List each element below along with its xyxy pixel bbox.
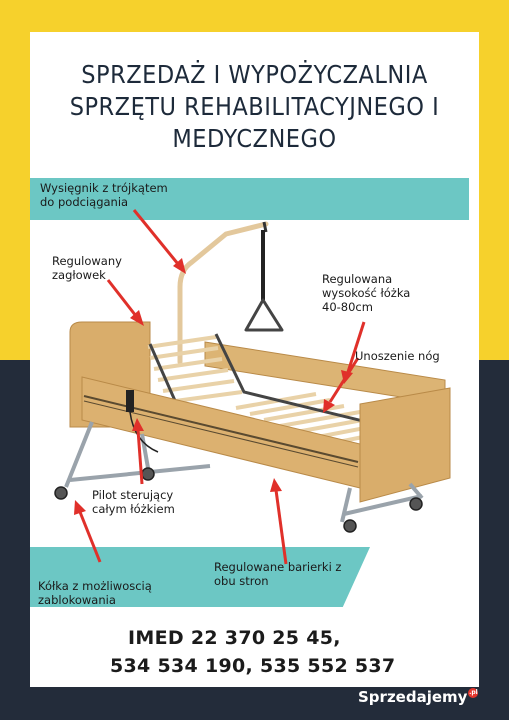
label-trapeze-line-1: Wysięgnik z trójkątem <box>40 181 168 195</box>
label-leg-lift <box>355 349 440 363</box>
label-height-line-2: wysokość łóżka <box>322 286 411 300</box>
label-remote <box>92 488 175 516</box>
label-remote-line-1: Pilot sterujący <box>92 488 174 502</box>
title-line-2: SPRZĘTU REHABILITACYJNEGO I <box>69 92 440 121</box>
label-headrest-line-1: Regulowany <box>52 254 122 268</box>
contact-line-1: IMED 22 370 25 45, <box>128 627 341 649</box>
label-wheels-line-2: zablokowania <box>38 593 116 607</box>
contact-line-2: 534 534 190, 535 552 537 <box>110 655 396 677</box>
title-line-3: MEDYCZNEGO <box>172 124 337 153</box>
label-leg-lift-line-1: Unoszenie nóg <box>355 349 440 363</box>
label-trapeze-line-2: do podciągania <box>40 195 129 209</box>
label-barriers-line-1: Regulowane barierki z <box>214 560 342 574</box>
footboard <box>360 388 450 502</box>
label-height-line-3: 40-80cm <box>322 300 373 314</box>
sprzedajemy-watermark <box>358 688 478 706</box>
flyer-card <box>30 32 479 687</box>
title-line-1: SPRZEDAŻ I WYPOŻYCZALNIA <box>81 60 428 89</box>
label-trapeze <box>40 181 168 209</box>
watermark-text: Sprzedajemy <box>358 688 468 706</box>
label-height-line-1: Regulowana <box>322 272 393 286</box>
label-wheels <box>38 579 152 607</box>
label-remote-line-2: całym łóżkiem <box>92 502 175 516</box>
watermark-suffix: .pl <box>469 689 478 696</box>
label-barriers <box>214 560 341 588</box>
label-headrest <box>52 254 122 282</box>
label-height <box>322 272 410 314</box>
label-barriers-line-2: obu stron <box>214 574 269 588</box>
label-wheels-line-1: Kółka z możliwoscią <box>38 579 152 593</box>
label-headrest-line-2: zagłowek <box>52 268 106 282</box>
